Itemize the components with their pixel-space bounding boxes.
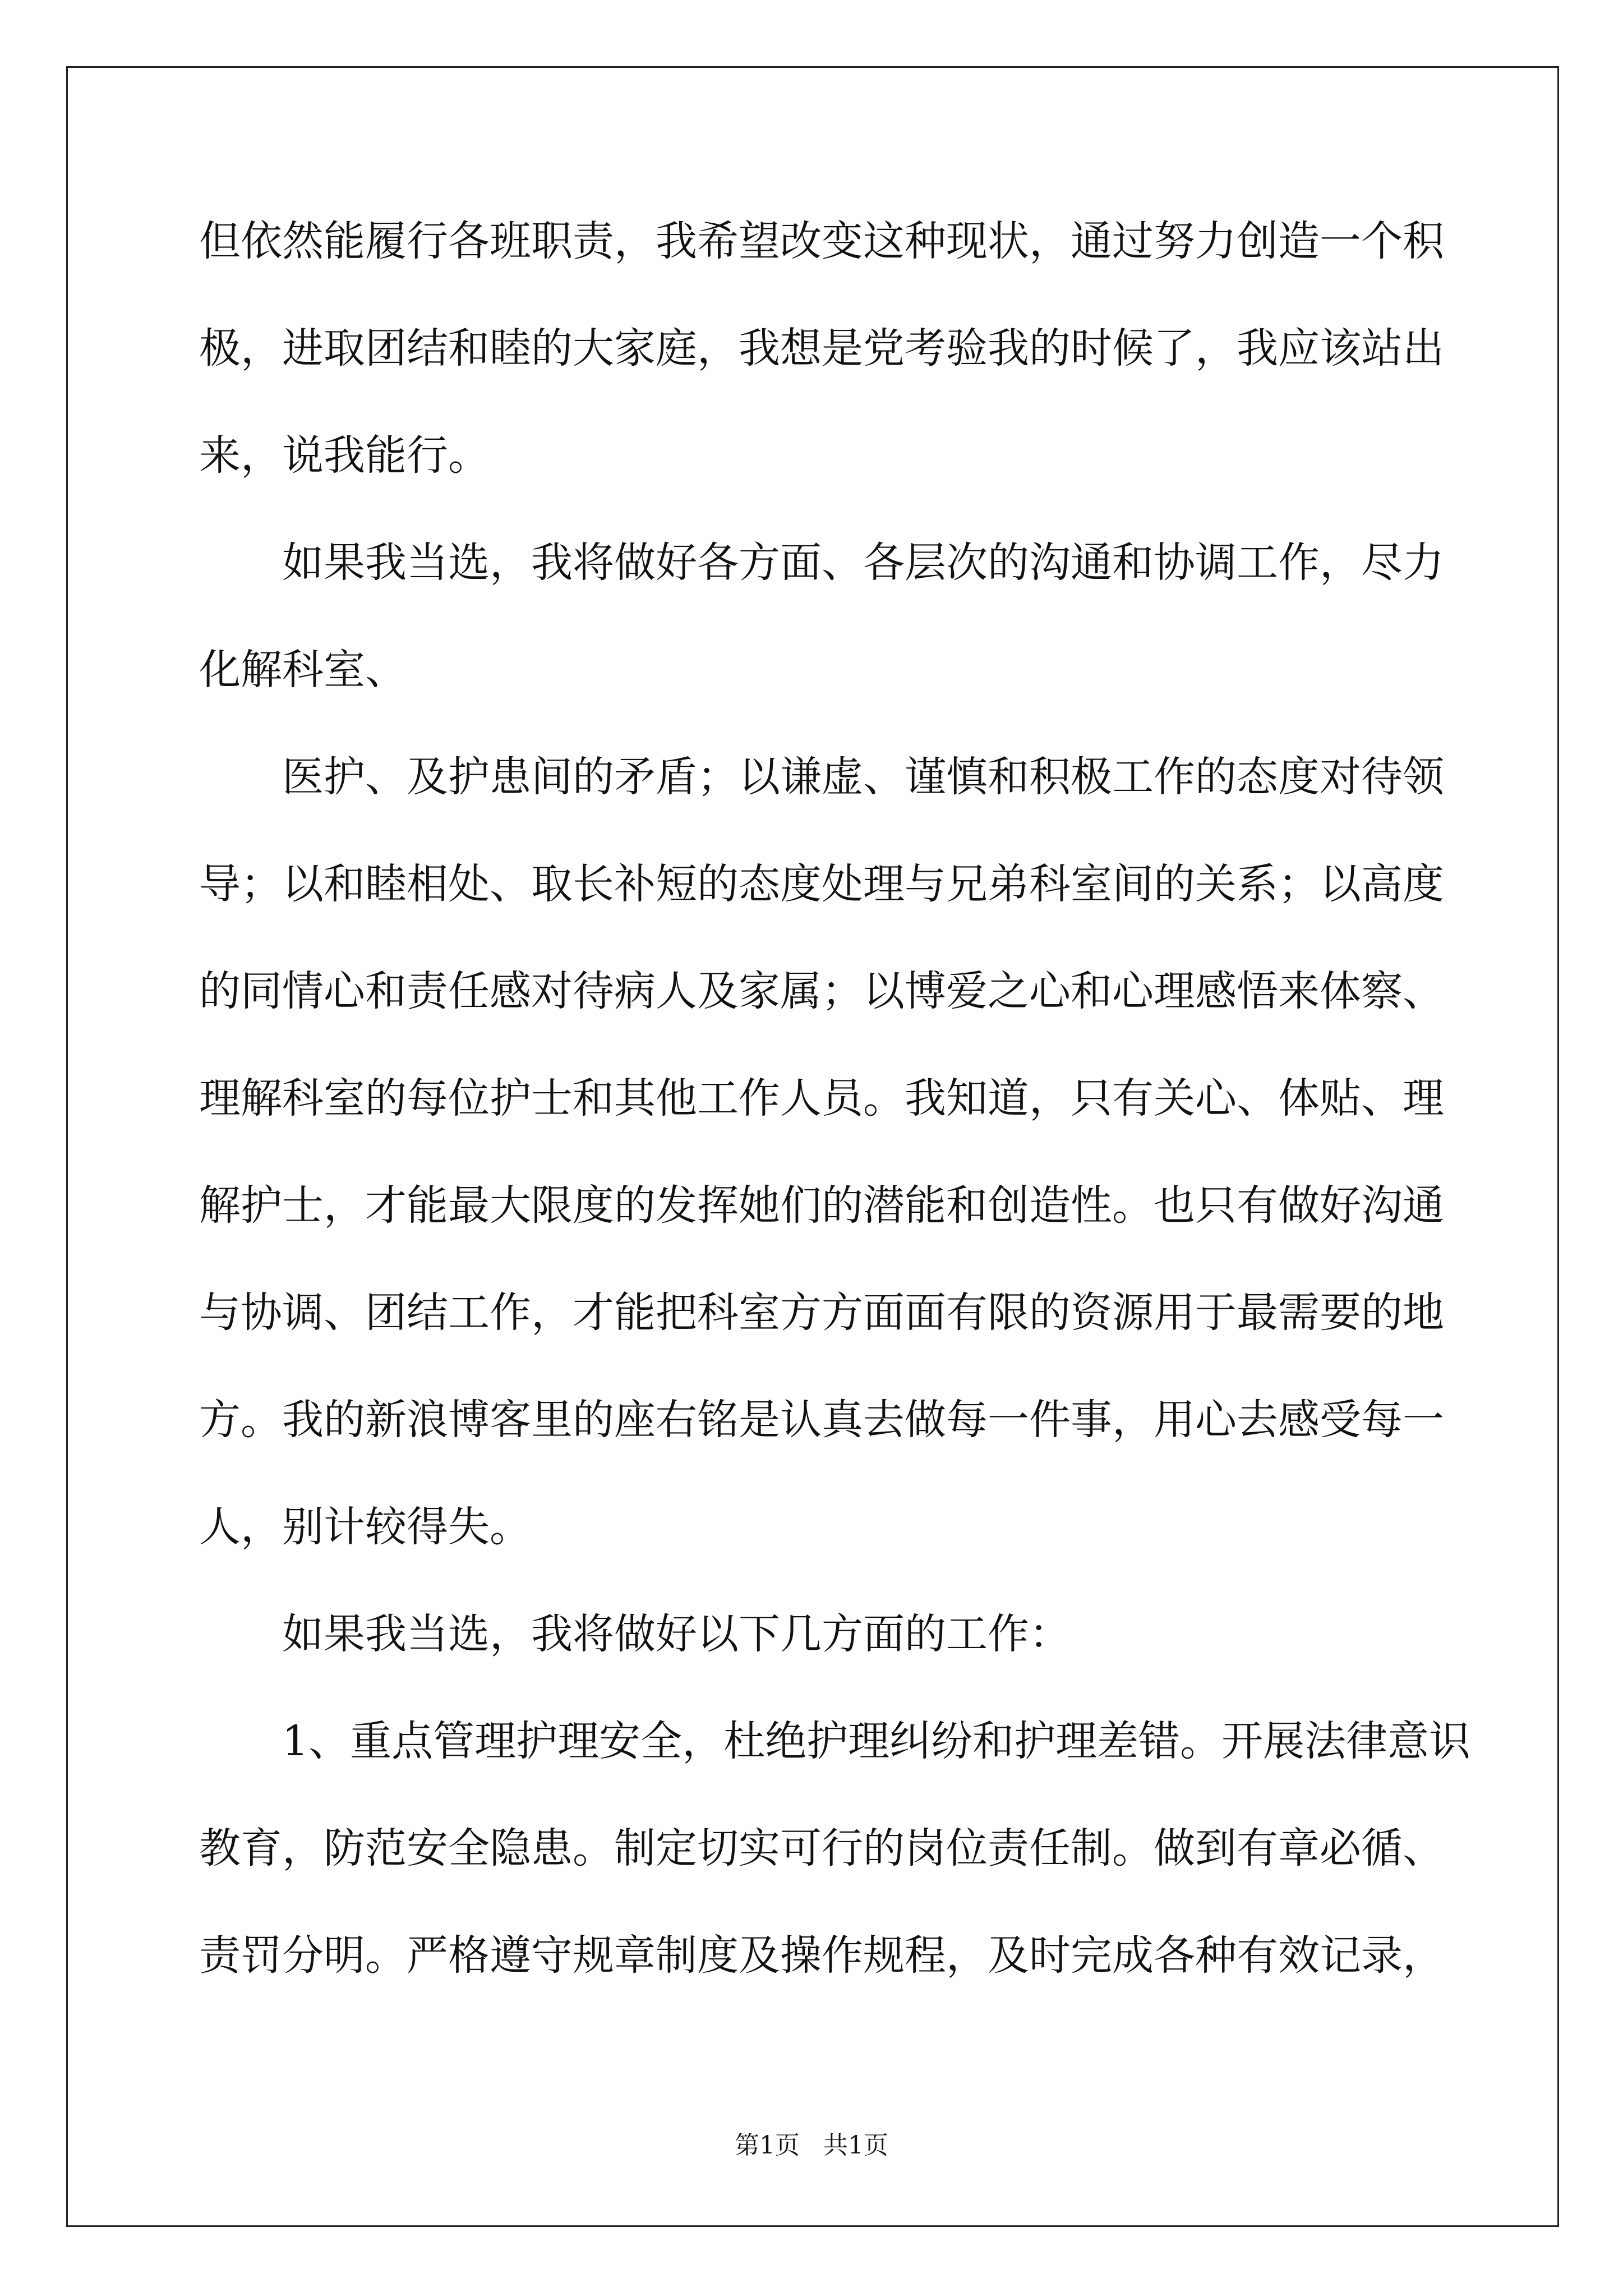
- text-line: 但依然能履行各班职责，我希望改变这种现状，通过努力创造一个积: [199, 217, 1444, 265]
- document-body: [199, 213, 1471, 2035]
- paragraph-start-line: 1、重点管理护理安全，杜绝护理纠纷和护理差错。开展法律意识: [282, 1717, 1471, 1765]
- paragraph-start-line: 如果我当选，我将做好以下几方面的工作：: [282, 1610, 1071, 1658]
- text-line: 导；以和睦相处、取长补短的态度处理与兄弟科室间的关系；以高度: [199, 860, 1444, 908]
- text-line: 来，说我能行。: [199, 431, 490, 480]
- text-line: 方。我的新浪博客里的座右铭是认真去做每一件事，用心去感受每一: [199, 1396, 1444, 1444]
- text-line: 教育，防范安全隐患。制定切实可行的岗位责任制。做到有章必循、: [199, 1824, 1444, 1872]
- paragraph-start-line: 如果我当选，我将做好各方面、各层次的沟通和协调工作，尽力: [282, 539, 1444, 587]
- text-line: 的同情心和责任感对待病人及家属；以博爱之心和心理感悟来体察、: [199, 967, 1444, 1015]
- text-line: 化解科室、: [199, 646, 407, 694]
- text-line: 人，别计较得失。: [199, 1503, 531, 1551]
- text-line: 理解科室的每位护士和其他工作人员。我知道，只有关心、体贴、理: [199, 1074, 1444, 1122]
- text-line: 与协调、团结工作，才能把科室方方面面有限的资源用于最需要的地: [199, 1289, 1444, 1337]
- text-line: 解护士，才能最大限度的发挥她们的潜能和创造性。也只有做好沟通: [199, 1181, 1444, 1230]
- text-line: 极，进取团结和睦的大家庭，我想是党考验我的时候了，我应该站出: [199, 324, 1444, 372]
- page-number-footer: 第1页 共1页: [735, 2131, 888, 2160]
- text-line: 责罚分明。严格遵守规章制度及操作规程，及时完成各种有效记录，: [199, 1931, 1444, 1980]
- paragraph-start-line: 医护、及护患间的矛盾；以谦虚、谨慎和积极工作的态度对待领: [282, 753, 1444, 801]
